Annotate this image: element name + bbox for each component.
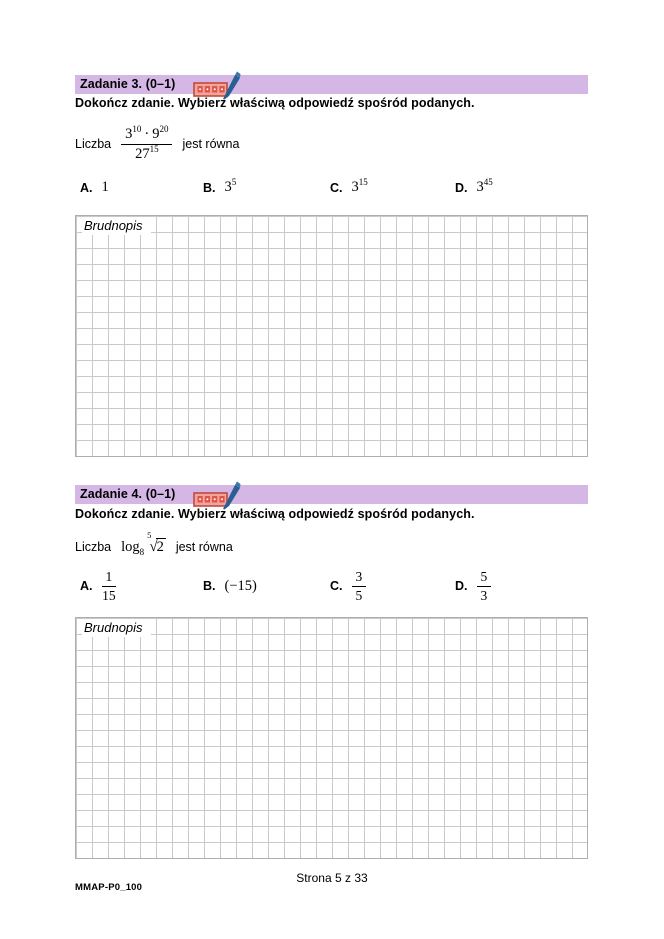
task3-answers bbox=[75, 179, 588, 197]
task3-answer-d: D. $3^{45}$ bbox=[455, 177, 493, 195]
task3-title: Zadanie 3. (0–1) bbox=[80, 77, 176, 91]
task3-answer-c: C. $3^{15}$ bbox=[330, 177, 368, 195]
task3-answer-b-value: $3^5$ bbox=[224, 177, 237, 195]
task3-question bbox=[75, 120, 588, 168]
task3-question-prefix: Liczba bbox=[75, 137, 112, 151]
task3-answer-a-value: 1 bbox=[101, 179, 109, 195]
task4-title: Zadanie 4. (0–1) bbox=[80, 487, 176, 501]
task4-answer-d-value: $\frac{5}{3}$ bbox=[477, 569, 492, 604]
task4-answer-c-value: $\frac{3}{5}$ bbox=[352, 569, 367, 604]
task3-answer-d-value: $3^{45}$ bbox=[476, 177, 493, 195]
task3-scratchpad-grid bbox=[75, 215, 588, 457]
task3-answer-a: A. 1 bbox=[80, 179, 109, 195]
task4-answer-a-value: $\frac{1}{15}$ bbox=[102, 568, 116, 603]
task4-scratchpad-grid bbox=[75, 617, 588, 859]
task4-answer-c: C. $\frac{3}{5}$ bbox=[330, 569, 366, 603]
task4-answer-b-value: (−15) bbox=[224, 577, 257, 594]
task4-answer-a: A. $\frac{1}{15}$ bbox=[80, 568, 116, 603]
task4-question-suffix: jest równa bbox=[175, 540, 233, 554]
task4-question-prefix: Liczba bbox=[75, 540, 112, 554]
task3-question-suffix: jest równa bbox=[182, 137, 240, 151]
task3-fraction: $\frac{3^{10} \cdot 9^{20}}{27^{15}}$ bbox=[121, 126, 172, 163]
task4-header-bar bbox=[75, 485, 588, 504]
task4-answers bbox=[75, 569, 588, 603]
task4-scratchpad-label: Brudnopis bbox=[82, 619, 151, 637]
task4-log-expression: $\log_8 ^5√2$ bbox=[121, 529, 164, 557]
document-code: MMAP-P0_100 bbox=[75, 882, 143, 893]
task4-answer-d: D. $\frac{5}{3}$ bbox=[455, 569, 491, 603]
task4-answer-b: B. (−15) bbox=[203, 577, 257, 594]
task3-header-bar bbox=[75, 75, 588, 94]
task4-question bbox=[75, 529, 588, 560]
task3-answer-b: B. $3^5$ bbox=[203, 177, 237, 195]
task3-answer-c-value: $3^{15}$ bbox=[351, 177, 368, 195]
page-number: Strona 5 z 33 bbox=[296, 871, 368, 885]
task4-instruction: Dokończ zdanie. Wybierz właściwą odpowiedź spośród podanych. bbox=[75, 507, 475, 521]
task3-scratchpad-label: Brudnopis bbox=[82, 217, 151, 235]
task3-instruction: Dokończ zdanie. Wybierz właściwą odpowiedź spośród podanych. bbox=[75, 96, 475, 110]
answer-card-pen-icon bbox=[193, 478, 243, 510]
